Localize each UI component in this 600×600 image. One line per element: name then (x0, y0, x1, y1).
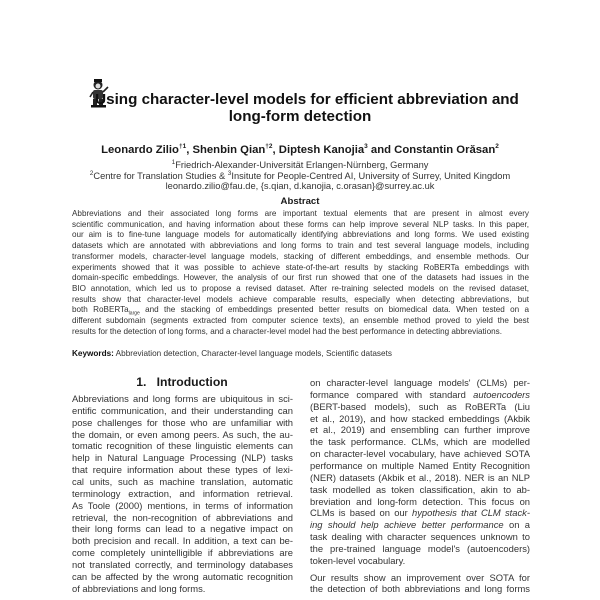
text-segment: CLMs is based on our (310, 507, 412, 519)
author-affiliation-mark: †1 (178, 143, 187, 150)
body-text-line (310, 389, 530, 400)
body-text-line: the domain, or even among peers. As such, the au- (72, 428, 293, 440)
paper-title-line-2: long-form detection (228, 108, 372, 125)
text-segment: the task performance. CLMs, which are modelled (310, 436, 530, 448)
author-emails: leonardo.zilio@fau.de, {s.qian, d.kanojia, c.orasan}@surrey.ac.uk (165, 181, 435, 191)
abstract-line: both RoBERTa$_{large}$ and the stacking of embeddings presented better results on biomedical data. When tested on a (72, 305, 529, 317)
body-text-line (310, 555, 530, 566)
emphasized-text: autoencoders (473, 388, 530, 400)
text-segment: (BERT-based models), such as RoBERTa (Liu (310, 400, 530, 412)
paper-title-line-1: Using character-level models for efficient abbreviation and (95, 91, 519, 108)
body-text-line: of abbreviations and long forms. (72, 582, 206, 594)
body-text-line (310, 460, 530, 471)
text-segment: Our results show an improvement over SOTA for (310, 571, 530, 583)
abstract-line: results for the detection of long forms, and a character-level model had the best performance in detecting abbreviations. (72, 326, 502, 336)
body-text-line: terminology extraction, and information retrieval. (72, 487, 293, 499)
abstract-line: our aim is to fine-tune language models for automatically identifying abbreviations and long forms. We used existing (72, 230, 529, 240)
author-name: Shenbin Qian (192, 143, 266, 156)
body-text-line: not translated correctly, and terminology databases (72, 558, 293, 570)
abstract-line: experiments showed that it was possible to achieve state-of-the-art results by stacking RoBERTa embeddings with (72, 262, 529, 272)
keywords-text: Abbreviation detection, Character-level language models, Scientific datasets (113, 349, 392, 358)
body-text-line: their long forms can lead to a negative impact on (72, 523, 293, 535)
keywords-label: Keywords: (72, 349, 114, 358)
text-segment: on character-level language models' (CLMs) per- (310, 377, 530, 388)
text-segment: performance on multiple Named Entity Recognition (310, 459, 530, 471)
text-segment: the pre-trained language model's (autoencoders) (310, 542, 530, 554)
abstract-heading: Abstract (280, 196, 320, 207)
affiliation-mark: 1 (171, 159, 176, 166)
affiliation-text: Centre for Translation Studies & (93, 171, 228, 182)
text-segment: on character-level vocabulary, have achieved SOTA (310, 448, 530, 460)
body-text-line (310, 472, 530, 483)
section-number: 1. (136, 375, 147, 389)
body-text-line: As Toole (2000) mentions, in terms of information (72, 499, 293, 511)
body-text-line (310, 583, 530, 594)
body-text-line (310, 377, 530, 388)
separator: and (367, 143, 395, 156)
author-affiliation-mark: 3 (364, 143, 368, 150)
body-text-line (310, 507, 530, 518)
abstract-line: domain-specific embeddings. However, the analysis of our first run showed that one of the datasets had issues in the (72, 273, 529, 283)
body-text-line (310, 531, 530, 542)
section-title: Introduction (156, 375, 228, 389)
text-segment: task modelled as token classification, akin to ab- (310, 483, 530, 495)
body-text-line: both precision and recall. In addition, a text can be- (72, 535, 293, 547)
body-text-line: that require information about these types of lexi- (72, 464, 293, 476)
section-heading-introduction (72, 375, 292, 389)
separator: , (186, 143, 193, 156)
author-name: Leonardo Zilio (101, 143, 179, 156)
body-text-line (310, 519, 530, 530)
text-segment: task dealing with character sequences unknown to (310, 531, 530, 543)
body-text-line: can be affected by the wrong automatic recognition (72, 570, 293, 582)
body-text-line (310, 448, 530, 459)
emphasized-text: hypothesis that CLM stack- (412, 507, 530, 519)
author-affiliation-mark: 2 (495, 143, 499, 150)
author-list (0, 143, 600, 156)
text-segment: token-level vocabulary. (310, 554, 406, 566)
affiliation-text: Insitute for People-Centred AI, University of Surrey, United Kingdom (231, 171, 511, 182)
abstract-line: Abbreviations and their associated long forms are important textual elements that are present in almost every (72, 209, 529, 218)
body-text-line: cal units, such as machine translation, automatic (72, 475, 293, 487)
abstract-line: different subdomain (segments extracted from computer science texts), an ensemble method proved to yield the best (72, 316, 529, 325)
body-text-line (310, 484, 530, 495)
text-segment: et al., 2019) and ensembling can further improve (310, 424, 530, 436)
affiliation-mark: 2 (89, 170, 94, 177)
body-text-line: pose challenges for those who are unfamiliar with (72, 416, 293, 428)
author-affiliation-mark: †2 (265, 143, 273, 150)
keywords (72, 349, 392, 358)
body-text-line: Abbreviations and long forms are ubiquitous in sci- (72, 393, 293, 404)
text-segment: the detection of both abbreviations and long forms (310, 583, 530, 595)
body-text-line: entific communication, and their understanding can (72, 404, 293, 416)
body-text-line (310, 543, 530, 554)
affiliation-text: Friedrich-Alexander-Universität Erlangen-Nürnberg, Germany (175, 160, 429, 171)
text-segment: on a (503, 519, 530, 531)
body-text-line: help in Natural Language Processing (NLP) tasks (72, 452, 293, 464)
body-text-line (310, 572, 530, 583)
body-text-line (310, 413, 530, 424)
text-segment: breviation and long-form detection. This focus on (310, 495, 530, 507)
abstract-line: datasets which are annotated with abbreviations and long forms to train and test several language models, including (72, 241, 529, 251)
body-text-line (310, 496, 530, 507)
body-text-line: retrieval, the non-recognition of abbreviations and (72, 511, 293, 523)
body-text-line (310, 436, 530, 447)
affiliation-2-3 (0, 170, 600, 181)
abstract-line: transformer models, character-level language models, stacking of different embeddings, and ensemble methods. Our (72, 251, 529, 261)
abstract-line: scientific communication, and having information about these forms can help improve several NLP tasks. In this paper, (72, 219, 529, 229)
affiliation-1 (0, 159, 600, 170)
affiliation-mark: 3 (227, 170, 232, 177)
author-name: Diptesh Kanojia (278, 143, 365, 156)
emphasized-text: ing should help achieve better performance (310, 519, 504, 531)
body-text-line (310, 401, 530, 412)
abstract-line: results show that character-level models achieve comparable results, especially when detecting abbreviations, but (72, 294, 529, 304)
separator: , (272, 143, 279, 156)
body-text-line: tomatic recognition of these linguistic elements can (72, 440, 293, 452)
text-segment: formance compared with standard (310, 388, 474, 400)
text-segment: et al., 2019), and how stacked embeddings (Akbik (310, 412, 530, 424)
abstract-line: BIO annotation, which led us to propose a revised dataset. After re-training selected models on the revised dataset, (72, 283, 529, 293)
author-name: Constantin Orăsan (394, 143, 496, 156)
body-text-line: come completely unintelligible if abbreviations are (72, 547, 293, 559)
text-segment: (NER) datasets (Akbik et al., 2018). NER is an NLP (310, 471, 530, 483)
body-text-line (310, 424, 530, 435)
